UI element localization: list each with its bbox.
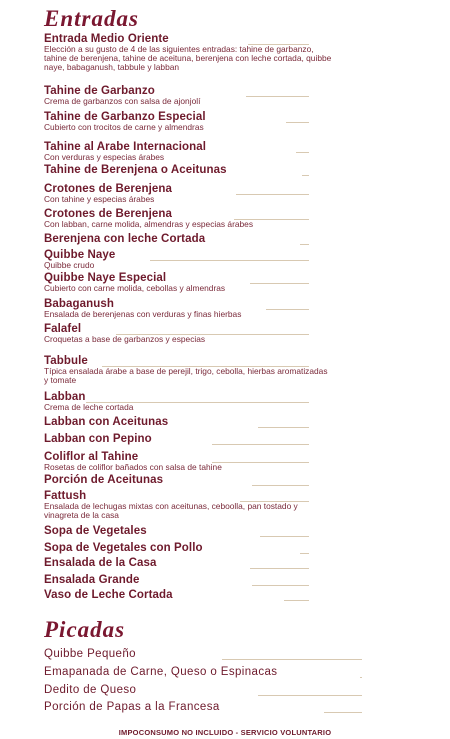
item-description: Rosetas de coliflor bañados con salsa de tahine	[44, 462, 222, 472]
item-name: Fattush	[44, 490, 87, 502]
item-description: Típica ensalada árabe a base de perejil, trigo, cebolla, hierbas aromatizadas y tomate	[44, 366, 328, 385]
dotted-rule	[234, 219, 309, 220]
dotted-rule	[212, 462, 309, 463]
footer-note: IMPOCONSUMO NO INCLUIDO - SERVICIO VOLUNTARIO	[118, 728, 332, 737]
item-name: Quibbe Naye	[44, 249, 116, 261]
item-name: Tahine de Garbanzo	[44, 85, 155, 97]
entradas-item	[44, 164, 334, 176]
item-name: Babaganush	[44, 298, 115, 310]
item-description: Elección a su gusto de 4 de las siguientes entradas: tahine de garbanzo, tahine de berenjena, tahine de aceituna, berenjena con leche cortada, quibbe naye, babaganush, tabbule y labban	[44, 44, 332, 72]
dotted-rule	[266, 309, 309, 310]
entradas-item	[44, 233, 334, 245]
entradas-item	[44, 33, 334, 72]
dotted-rule	[116, 334, 309, 335]
dotted-rule	[324, 712, 362, 713]
dotted-rule	[260, 536, 309, 537]
item-name: Sopa de Vegetales con Pollo	[44, 542, 203, 554]
dotted-rule	[240, 501, 309, 502]
item-description: Cubierto con trocitos de carne y almendras	[44, 122, 204, 132]
item-name: Tahine de Garbanzo Especial	[44, 111, 206, 123]
item-name: Ensalada Grande	[44, 574, 140, 586]
dotted-rule	[300, 244, 309, 245]
item-description: Crema de garbanzos con salsa de ajonjolí	[44, 96, 201, 106]
dotted-rule	[286, 122, 309, 123]
entradas-item	[44, 355, 334, 385]
item-description: Ensalada de berenjenas con verduras y finas hierbas	[44, 309, 242, 319]
item-name: Porción de Aceitunas	[44, 474, 164, 486]
dotted-rule	[248, 44, 309, 45]
item-name: Falafel	[44, 323, 82, 335]
item-name: Sopa de Vegetales	[44, 525, 147, 537]
dotted-rule	[300, 553, 309, 554]
item-name: Emapanada de Carne, Queso o Espinacas	[44, 666, 278, 678]
picadas-item	[44, 701, 334, 713]
dotted-rule	[296, 152, 309, 153]
dotted-rule	[258, 695, 362, 696]
item-name: Tahine de Berenjena o Aceitunas	[44, 164, 227, 176]
item-name: Crotones de Berenjena	[44, 208, 172, 220]
dotted-rule	[222, 659, 362, 660]
dotted-rule	[86, 402, 309, 403]
entradas-title: Entradas	[44, 6, 139, 31]
dotted-rule	[302, 175, 309, 176]
item-name: Crotones de Berenjena	[44, 183, 172, 195]
item-description: Crema de leche cortada	[44, 402, 134, 412]
entradas-item	[44, 542, 334, 554]
dotted-rule	[258, 427, 309, 428]
dotted-rule	[102, 366, 309, 367]
item-name: Labban con Aceitunas	[44, 416, 169, 428]
picadas-title: Picadas	[44, 617, 126, 642]
item-description: Con labban, carne molida, almendras y especias árabes	[44, 219, 254, 229]
item-name: Entrada Medio Oriente	[44, 33, 169, 45]
dotted-rule	[246, 96, 309, 97]
dotted-rule	[236, 194, 309, 195]
item-name: Porción de Papas a la Francesa	[44, 701, 220, 713]
entradas-item	[44, 141, 334, 162]
item-description: Croquetas a base de garbanzos y especias	[44, 334, 206, 344]
item-name: Quibbe Pequeño	[44, 648, 136, 660]
dotted-rule	[284, 600, 309, 601]
item-name: Tahine al Arabe Internacional	[44, 141, 207, 153]
item-name: Labban con Pepino	[44, 433, 152, 445]
item-description: Quibbe crudo	[44, 260, 95, 270]
item-name: Berenjena con leche Cortada	[44, 233, 206, 245]
item-name: Labban	[44, 391, 86, 403]
dotted-rule	[250, 283, 309, 284]
picadas-item	[44, 666, 334, 678]
item-description: Con verduras y especias árabes	[44, 152, 165, 162]
item-name: Ensalada de la Casa	[44, 557, 157, 569]
dotted-rule	[150, 260, 309, 261]
item-name: Vaso de Leche Cortada	[44, 589, 173, 601]
item-name: Coliflor al Tahine	[44, 451, 139, 463]
item-name: Dedito de Queso	[44, 684, 137, 696]
entradas-item	[44, 490, 334, 520]
dotted-rule	[252, 485, 309, 486]
item-name: Tabbule	[44, 355, 88, 367]
item-description: Con tahine y especias árabes	[44, 194, 155, 204]
dotted-rule	[252, 585, 309, 586]
dotted-rule	[360, 677, 362, 678]
item-description: Ensalada de lechugas mixtas con aceitunas, ceboolla, pan tostado y vinagreta de la casa	[44, 501, 298, 520]
dotted-rule	[250, 568, 309, 569]
item-description: Cubierto con carne molida, cebollas y almendras	[44, 283, 226, 293]
item-name: Quibbe Naye Especial	[44, 272, 167, 284]
dotted-rule	[212, 444, 309, 445]
